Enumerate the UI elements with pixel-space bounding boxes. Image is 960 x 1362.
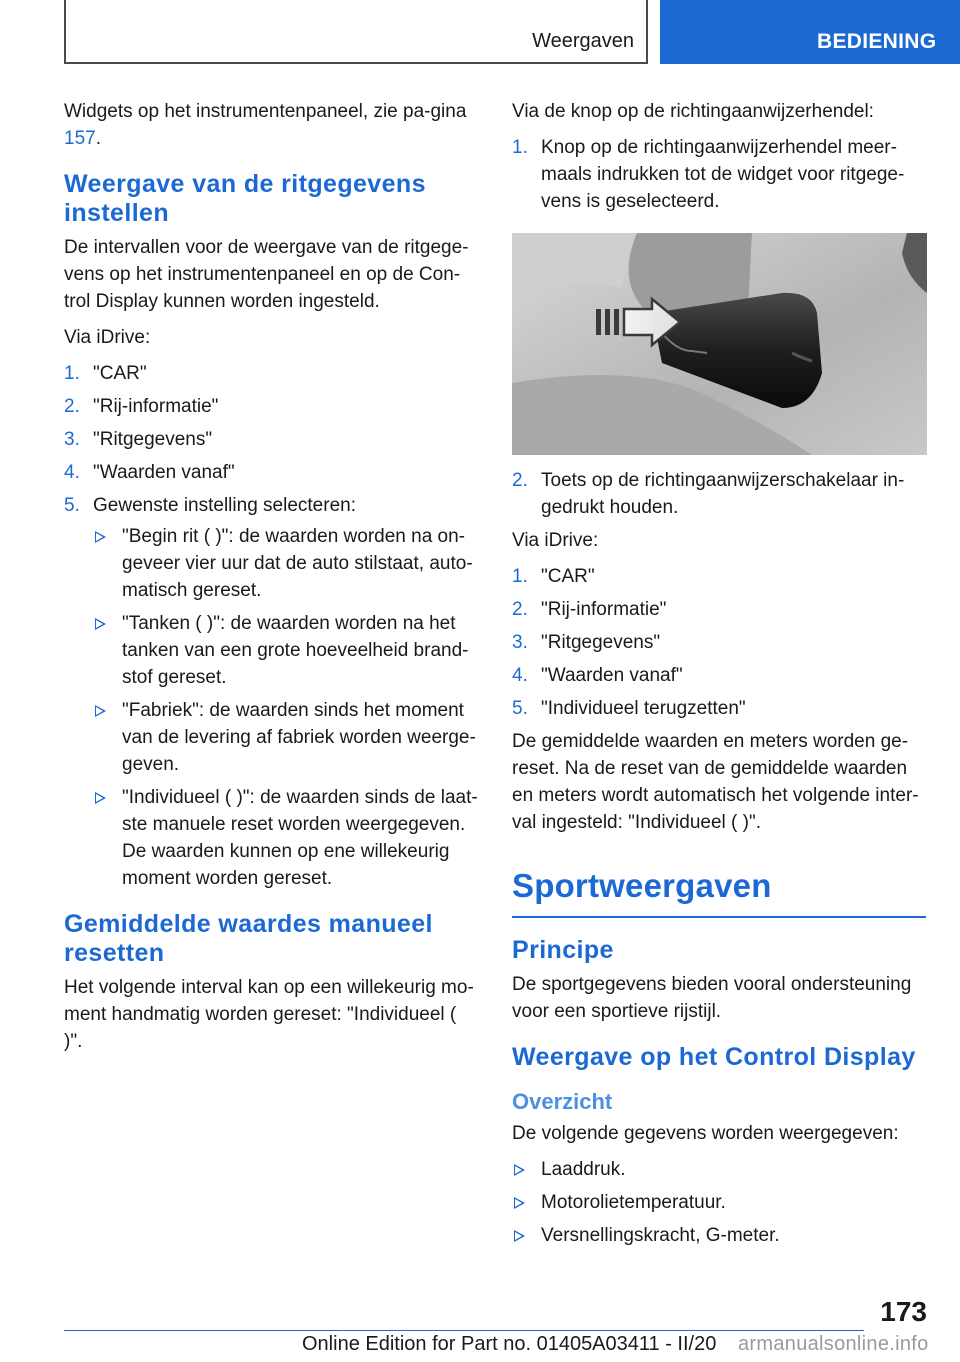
idrive-steps-list [64, 360, 478, 892]
via-idrive-label: Via iDrive: [512, 530, 599, 551]
list-item: 1. "CAR" [64, 363, 147, 384]
list-item: 3. "Ritgegevens" [64, 429, 213, 450]
page-number: 173 [880, 1296, 927, 1327]
heading-control-display: Weergave op het Control Display [512, 1043, 916, 1071]
via-idrive-label: Via iDrive: [64, 327, 151, 348]
paragraph-overzicht: De volgende gegevens worden weergegeven: [512, 1123, 899, 1144]
heading-waardes-resetten: Gemiddelde waardes manueel resetten [64, 910, 433, 967]
bullet-triangle-icon [95, 792, 106, 804]
left-column [64, 98, 478, 1064]
list-item: 2. "Rij-informatie" [64, 396, 219, 417]
paragraph-principe: De sportgegevens bieden vooral ondersteuning voor een sportieve rijstijl. [512, 974, 912, 1022]
right-column [512, 98, 926, 1255]
list-item: 2. "Rij-informatie" [512, 599, 667, 620]
bullet-triangle-icon [514, 1164, 525, 1176]
list-item: 4. "Waarden vanaf" [512, 665, 683, 686]
header-section-title: Weergaven [532, 30, 634, 52]
header-chapter-tab[interactable] [660, 0, 960, 64]
list-item: 5. Gewenste instelling selecteren: "Begin rit ( )": de waarden worden na on-geveer vier uur dat de auto stilstaat, auto-matisch gereset. "Tanken ( )": de waarden worden na het tanken van een grote hoeveelheid brand-stof gereset. "Fabriek": de waarden sinds het moment van de levering af fabriek worden weerge-geven. "Individueel ( )": de waarden sinds de laat-ste manuele reset worden weergegeven. De waarden kunnen op ene willekeurig moment worden gereset. [64, 492, 478, 892]
paragraph-reset: Het volgende interval kan op een willekeurig mo-ment handmatig worden gereset: "Individueel ( )". [64, 977, 474, 1052]
options-list [93, 523, 478, 892]
list-item: Laaddruk. [512, 1156, 926, 1183]
heading-ritgegevens-instellen: Weergave van de ritgegevens instellen [64, 170, 426, 227]
list-item: 3. "Ritgegevens" [512, 632, 661, 653]
header-chapter-label: BEDIENING [817, 30, 937, 53]
knop-steps-list [512, 134, 926, 215]
page-link-157[interactable]: 157 [64, 128, 96, 149]
list-item: 4. "Waarden vanaf" [64, 462, 235, 483]
heading-sportweergaven: Sportweergaven [512, 866, 926, 918]
list-item: "Individueel ( )": de waarden sinds de laat-ste manuele reset worden weergegeven. De waarden kunnen op ene willekeurig moment worden gereset. [93, 784, 478, 892]
footer-edition: Online Edition for Part no. 01405A03411 - II/20 [302, 1333, 717, 1355]
intro-paragraph: Widgets op het instrumentenpaneel, zie pa-gina 157. [64, 101, 467, 149]
list-item: Motorolietemperatuur. [512, 1189, 926, 1216]
list-item: 1. "CAR" [512, 566, 595, 587]
list-item: 5. "Individueel terugzetten" [512, 698, 746, 719]
list-item: Versnellingskracht, G-meter. [512, 1222, 926, 1249]
bullet-triangle-icon [95, 531, 106, 543]
idrive-reset-steps-list [512, 563, 926, 722]
bullet-triangle-icon [514, 1197, 525, 1209]
bullet-triangle-icon [514, 1230, 525, 1242]
heading-overzicht: Overzicht [512, 1089, 613, 1114]
paragraph-reset-info: De gemiddelde waarden en meters worden ge-reset. Na de reset van de gemiddelde waarden en meters wordt automatisch het volgende inter-val ingesteld: "Individueel ( )". [512, 731, 919, 833]
heading-principe: Principe [512, 936, 614, 964]
turn-signal-lever-illustration [512, 233, 927, 455]
list-item: 1. Knop op de richtingaanwijzerhendel meer-maals indrukken tot de widget voor ritgege-vens is geselecteerd. [512, 137, 905, 212]
paragraph-intervallen: De intervallen voor de weergave van de ritgege-vens op het instrumentenpaneel en op de Con-trol Display kunnen worden ingesteld. [64, 237, 469, 312]
footer-divider [64, 1330, 864, 1331]
sport-data-list [512, 1156, 926, 1249]
bullet-triangle-icon [95, 618, 106, 630]
list-item: "Tanken ( )": de waarden worden na het tanken van een grote hoeveelheid brand-stof gereset. [93, 610, 478, 691]
bullet-triangle-icon [95, 705, 106, 717]
watermark: armanualsonline.info [738, 1333, 929, 1355]
list-item: "Begin rit ( )": de waarden worden na on-geveer vier uur dat de auto stilstaat, auto-matisch gereset. [93, 523, 478, 604]
via-knop-label: Via de knop op de richtingaanwijzerhendel: [512, 101, 874, 122]
list-item: "Fabriek": de waarden sinds het moment van de levering af fabriek worden weerge-geven. [93, 697, 478, 778]
list-item: 2. Toets op de richtingaanwijzerschakelaar in-gedrukt houden. [512, 470, 905, 518]
knop-steps-list-continued [512, 467, 926, 521]
